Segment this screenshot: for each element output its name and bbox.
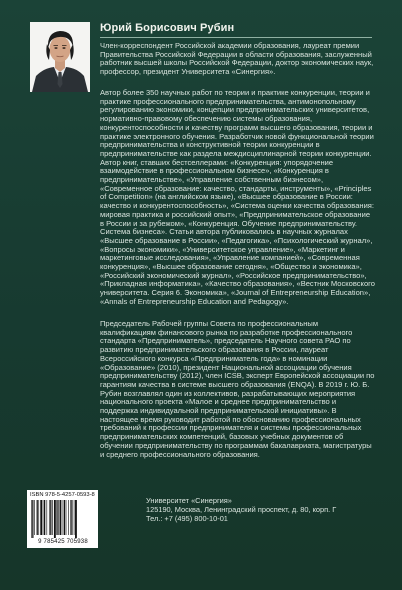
barcode-bar <box>32 500 33 538</box>
publisher-phone: Тел.: +7 (495) 800-10-01 <box>146 513 228 523</box>
barcode-bar <box>31 500 32 538</box>
barcode-bar <box>64 500 65 535</box>
barcode-bar <box>63 500 64 535</box>
barcode-bar <box>74 500 75 535</box>
publisher-address: 125190, Москва, Ленинградский проспект, д. 80, корп. Г <box>146 504 337 514</box>
author-name: Юрий Борисович Рубин <box>100 22 235 34</box>
barcode-bar <box>75 500 77 538</box>
barcode-bar <box>43 500 44 535</box>
barcode-bar <box>66 500 67 535</box>
bio-paragraph <box>100 42 376 77</box>
barcode-bar <box>37 500 38 535</box>
barcode-bar <box>70 500 71 535</box>
barcode-bar <box>44 500 45 535</box>
isbn-number: ISBN 978-5-4257-0593-8 <box>30 492 95 498</box>
ean-number: 9 785425 705938 <box>38 539 88 545</box>
barcode-bar <box>71 500 72 535</box>
bio-text: Член-корреспондент Российской академии образования, лауреат премии Правительства Российской Федерации в области образования, заслуженный работник высшей школы Российской Федерации, доктор экономических наук, профессор, президент Университета «Синергия». <box>100 41 374 77</box>
barcode-bar <box>60 500 62 535</box>
publisher-block <box>146 497 336 523</box>
roles-paragraph <box>100 320 376 459</box>
barcode-bar <box>49 500 50 535</box>
roles-text: Председатель Рабочей группы Совета по профессиональным квалификациям финансового рынка по разработке профессионального стандарта «Предприниматель», председатель Научного совета РАО по развитию предпринимательского образования в России, лауреат Всероссийского конкурса «Предприниматель года» в номинации «Образование» (2010), президент Национальной ассоциации обучения предпринимательству (2012), член ICSB, эксперт Европейской ассоциации по гарантиям качества в системе высшего образования (ENQA). В 2019 г. Ю. Б. Рубин возглавлял один из коллективов, разрабатывающих мероприятия национального проекта «Малое и среднее предпринимательство и поддержка индивидуальной предпринимательской инициативы». В настоящее время руководит работой по обоснованию профессиональных требований к профессии предпринимателя и системы профессиональных предпринимательских компетенций, базовых учебных документов об обучении предпринимательству по программам бакалавриата, магистратуры и среднего профессионального образования. <box>100 319 375 459</box>
title-divider <box>100 37 372 38</box>
barcode-bar <box>56 500 57 535</box>
barcode-bar <box>34 500 35 535</box>
barcode-bar <box>54 500 56 538</box>
barcode-bars <box>31 500 95 538</box>
author-portrait-image <box>30 22 90 92</box>
barcode-bar <box>38 500 39 535</box>
barcode-bar <box>68 500 69 535</box>
barcode-bar <box>50 500 51 535</box>
barcode-bar <box>40 500 42 535</box>
works-paragraph <box>100 89 376 307</box>
barcode-bar <box>58 500 59 535</box>
author-photo <box>30 22 90 92</box>
publisher-name: Университет «Синергия» <box>146 496 232 505</box>
barcode-bar <box>47 500 48 535</box>
works-text: Автор более 350 научных работ по теории и практике конкуренции, теории и практике профессионального предпринимательства, антимонопольному регулированию экономики, концепции предпринимательских университетов, нормативно-правовому обеспечению системы образования, конкурентоспособности и качеству программ высшего образования, теории и практике электронного обучения. Разработчик новой функциональной теории предпринимательства и конструктивной теории конкуренции в предпринимательстве как раздела междисциплинарной теории конкуренции. Автор книг, ставших бестселлерами: «Конкуренция: упорядочение взаимодействие в профессиональном бизнесе», «Конкуренция в предпринимательстве», «Управление собственным бизнесом», «Современное образование: качество, стандарты, инструменты», «Principles of Competition» (на английском языке), «Высшее образование в России: качество и конкурентоспособность», «Система оценки качества образования: мировая практика и российский опыт», «Предпринимательское образование в России и за рубежом», «Конкуренция. Обучение предпринимательству. Система бизнеса». Статьи автора публиковались в научных журналах «Высшее образование в России», «Педагогика», «Психологический журнал», «Вопросы экономики», «Университетское управление», «Маркетинг и маркетинговые исследования», «Управление компанией», «Современная конкуренция», «Высшее образование сегодня», «Общество и экономика», «Российский экономический журнал», «Российское предпринимательство», «Прикладная информатика», «Качество образования», «Вестник Московского университета. Серия 6. Экономика», «Journal of Entrepreneurship Education», «Annals of Entrepreneurship Education and Pedagogy». <box>100 88 375 306</box>
barcode-bar <box>52 500 53 535</box>
